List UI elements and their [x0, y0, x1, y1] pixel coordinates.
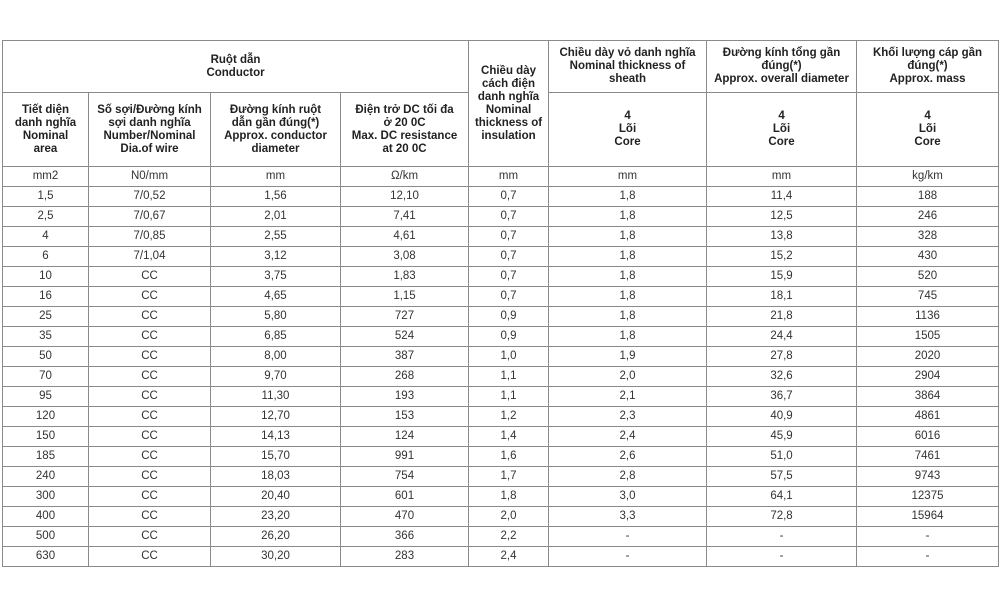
table-cell: 0,7: [469, 207, 549, 227]
table-cell: -: [707, 527, 857, 547]
table-cell: 7/0,67: [89, 207, 211, 227]
nominal-area-header: Tiết diện danh nghĩa Nominal area: [3, 93, 89, 167]
table-cell: 1,8: [549, 327, 707, 347]
table-cell: 0,9: [469, 327, 549, 347]
table-cell: CC: [89, 267, 211, 287]
table-row: [3, 347, 999, 367]
table-cell: 1,8: [549, 207, 707, 227]
table-cell: 1,8: [549, 247, 707, 267]
table-cell: 0,7: [469, 267, 549, 287]
table-cell: 8,00: [211, 347, 341, 367]
table-cell: CC: [89, 467, 211, 487]
table-cell: CC: [89, 367, 211, 387]
table-cell: 16: [3, 287, 89, 307]
table-cell: 1,1: [469, 387, 549, 407]
diameter-core-header: 4 Lõi Core: [707, 93, 857, 167]
table-row: [3, 327, 999, 347]
table-cell: 36,7: [707, 387, 857, 407]
table-cell: 268: [341, 367, 469, 387]
header-row-1: [3, 41, 999, 93]
table-cell: 3,08: [341, 247, 469, 267]
table-cell: 1,4: [469, 427, 549, 447]
table-row: [3, 507, 999, 527]
table-cell: 1,83: [341, 267, 469, 287]
table-cell: 2,3: [549, 407, 707, 427]
table-cell: 124: [341, 427, 469, 447]
table-cell: 15,2: [707, 247, 857, 267]
table-cell: 51,0: [707, 447, 857, 467]
table-cell: 601: [341, 487, 469, 507]
table-cell: 21,8: [707, 307, 857, 327]
table-row: [3, 407, 999, 427]
table-cell: 300: [3, 487, 89, 507]
table-row: [3, 307, 999, 327]
table-cell: 2,2: [469, 527, 549, 547]
table-cell: 2,0: [549, 367, 707, 387]
table-cell: 4: [3, 227, 89, 247]
table-cell: 6016: [857, 427, 999, 447]
table-cell: 9,70: [211, 367, 341, 387]
table-cell: 246: [857, 207, 999, 227]
table-cell: 3864: [857, 387, 999, 407]
table-cell: CC: [89, 327, 211, 347]
table-cell: 18,1: [707, 287, 857, 307]
table-cell: 1,8: [549, 187, 707, 207]
table-cell: CC: [89, 307, 211, 327]
table-cell: 1,8: [549, 227, 707, 247]
table-cell: 4,61: [341, 227, 469, 247]
table-cell: 14,13: [211, 427, 341, 447]
table-cell: 7/1,04: [89, 247, 211, 267]
table-cell: 26,20: [211, 527, 341, 547]
table-cell: CC: [89, 527, 211, 547]
table-cell: 20,40: [211, 487, 341, 507]
table-cell: 2020: [857, 347, 999, 367]
table-cell: 430: [857, 247, 999, 267]
table-row: [3, 267, 999, 287]
table-cell: 120: [3, 407, 89, 427]
table-cell: 1,2: [469, 407, 549, 427]
unit-cell: Ω/km: [341, 167, 469, 187]
table-cell: 64,1: [707, 487, 857, 507]
table-cell: 991: [341, 447, 469, 467]
table-cell: 30,20: [211, 547, 341, 567]
table-row: [3, 527, 999, 547]
table-cell: 27,8: [707, 347, 857, 367]
table-cell: 2,6: [549, 447, 707, 467]
table-row: [3, 547, 999, 567]
cable-spec-table: [2, 40, 999, 567]
table-cell: 15,70: [211, 447, 341, 467]
table-cell: 0,7: [469, 227, 549, 247]
table-row: [3, 247, 999, 267]
table-cell: 630: [3, 547, 89, 567]
table-cell: 1136: [857, 307, 999, 327]
unit-cell: mm: [469, 167, 549, 187]
table-cell: 2,55: [211, 227, 341, 247]
table-cell: 7,41: [341, 207, 469, 227]
table-cell: 1,8: [549, 307, 707, 327]
table-cell: 15964: [857, 507, 999, 527]
unit-cell: mm: [211, 167, 341, 187]
wire-number-header: Số sợi/Đường kính sợi danh nghĩa Number/Nominal Dia.of wire: [89, 93, 211, 167]
table-cell: 3,3: [549, 507, 707, 527]
table-cell: 13,8: [707, 227, 857, 247]
table-cell: -: [707, 547, 857, 567]
overall-diameter-header: Đường kính tổng gần đúng(*) Approx. overall diameter: [707, 41, 857, 93]
unit-cell: N0/mm: [89, 167, 211, 187]
sheath-thickness-header: Chiều dày vỏ danh nghĩa Nominal thickness of sheath: [549, 41, 707, 93]
unit-cell: mm2: [3, 167, 89, 187]
table-cell: 24,4: [707, 327, 857, 347]
table-cell: 387: [341, 347, 469, 367]
table-cell: 0,7: [469, 247, 549, 267]
table-cell: 6: [3, 247, 89, 267]
table-cell: 153: [341, 407, 469, 427]
table-cell: 40,9: [707, 407, 857, 427]
table-cell: 7/0,85: [89, 227, 211, 247]
table-cell: 95: [3, 387, 89, 407]
table-row: [3, 207, 999, 227]
table-cell: 35: [3, 327, 89, 347]
table-cell: 4861: [857, 407, 999, 427]
table-cell: 328: [857, 227, 999, 247]
table-cell: 500: [3, 527, 89, 547]
table-cell: 7/0,52: [89, 187, 211, 207]
table-cell: 1,8: [549, 287, 707, 307]
table-cell: 2,8: [549, 467, 707, 487]
table-cell: 25: [3, 307, 89, 327]
table-cell: 1,8: [469, 487, 549, 507]
table-cell: 2,4: [469, 547, 549, 567]
table-cell: 1,8: [549, 267, 707, 287]
table-cell: 12375: [857, 487, 999, 507]
table-cell: 193: [341, 387, 469, 407]
table-row: [3, 227, 999, 247]
table-cell: CC: [89, 347, 211, 367]
table-cell: 12,5: [707, 207, 857, 227]
table-cell: -: [857, 527, 999, 547]
unit-cell: mm: [549, 167, 707, 187]
table-row: [3, 387, 999, 407]
table-cell: 57,5: [707, 467, 857, 487]
table-cell: 240: [3, 467, 89, 487]
table-cell: CC: [89, 447, 211, 467]
approx-mass-header: Khối lượng cáp gần đúng(*) Approx. mass: [857, 41, 999, 93]
table-cell: 1505: [857, 327, 999, 347]
table-cell: 2,1: [549, 387, 707, 407]
table-cell: 11,30: [211, 387, 341, 407]
table-cell: 0,7: [469, 287, 549, 307]
table-cell: 3,0: [549, 487, 707, 507]
table-cell: 2,0: [469, 507, 549, 527]
table-cell: 12,10: [341, 187, 469, 207]
table-cell: 45,9: [707, 427, 857, 447]
table-cell: 2,5: [3, 207, 89, 227]
conductor-group-header: Ruột dẫn Conductor: [3, 41, 469, 93]
table-row: [3, 487, 999, 507]
table-cell: 2,01: [211, 207, 341, 227]
table-cell: 15,9: [707, 267, 857, 287]
table-cell: 50: [3, 347, 89, 367]
table-cell: 2904: [857, 367, 999, 387]
table-cell: 70: [3, 367, 89, 387]
table-cell: 283: [341, 547, 469, 567]
table-cell: 188: [857, 187, 999, 207]
table-cell: 185: [3, 447, 89, 467]
table-cell: 1,9: [549, 347, 707, 367]
table-cell: 6,85: [211, 327, 341, 347]
table-cell: 520: [857, 267, 999, 287]
table-cell: 18,03: [211, 467, 341, 487]
table-cell: CC: [89, 507, 211, 527]
table-cell: 1,1: [469, 367, 549, 387]
table-cell: 72,8: [707, 507, 857, 527]
mass-core-header: 4 Lõi Core: [857, 93, 999, 167]
table-row: [3, 427, 999, 447]
table-cell: 12,70: [211, 407, 341, 427]
table-cell: 1,7: [469, 467, 549, 487]
table-row: [3, 367, 999, 387]
table-cell: 366: [341, 527, 469, 547]
table-cell: 1,15: [341, 287, 469, 307]
table-cell: 2,4: [549, 427, 707, 447]
table-cell: 3,75: [211, 267, 341, 287]
table-cell: 23,20: [211, 507, 341, 527]
table-cell: 0,9: [469, 307, 549, 327]
table-cell: CC: [89, 387, 211, 407]
table-cell: CC: [89, 427, 211, 447]
table-cell: -: [549, 527, 707, 547]
table-cell: -: [549, 547, 707, 567]
table-cell: 1,56: [211, 187, 341, 207]
table-cell: 0,7: [469, 187, 549, 207]
units-row: [3, 167, 999, 187]
table-cell: 1,5: [3, 187, 89, 207]
table-cell: 3,12: [211, 247, 341, 267]
unit-cell: mm: [707, 167, 857, 187]
table-cell: 754: [341, 467, 469, 487]
table-cell: 1,0: [469, 347, 549, 367]
table-cell: 9743: [857, 467, 999, 487]
table-cell: CC: [89, 547, 211, 567]
table-cell: 11,4: [707, 187, 857, 207]
table-cell: CC: [89, 487, 211, 507]
table-cell: 32,6: [707, 367, 857, 387]
dc-resistance-header: Điện trở DC tối đa ở 20 0C Max. DC resistance at 20 0C: [341, 93, 469, 167]
table-cell: 5,80: [211, 307, 341, 327]
table-row: [3, 447, 999, 467]
table-cell: 727: [341, 307, 469, 327]
table-cell: 7461: [857, 447, 999, 467]
table-cell: 150: [3, 427, 89, 447]
table-cell: CC: [89, 287, 211, 307]
table-cell: 10: [3, 267, 89, 287]
table-cell: 1,6: [469, 447, 549, 467]
table-cell: CC: [89, 407, 211, 427]
table-cell: 470: [341, 507, 469, 527]
conductor-diameter-header: Đường kính ruột dẫn gần đúng(*) Approx. conductor diameter: [211, 93, 341, 167]
table-cell: -: [857, 547, 999, 567]
table-row: [3, 467, 999, 487]
table-row: [3, 287, 999, 307]
table-cell: 4,65: [211, 287, 341, 307]
unit-cell: kg/km: [857, 167, 999, 187]
table-cell: 745: [857, 287, 999, 307]
insulation-thickness-header: Chiều dày cách điện danh nghĩa Nominal thickness of insulation: [469, 41, 549, 167]
table-row: [3, 187, 999, 207]
table-cell: 524: [341, 327, 469, 347]
table-cell: 400: [3, 507, 89, 527]
sheath-core-header: 4 Lõi Core: [549, 93, 707, 167]
